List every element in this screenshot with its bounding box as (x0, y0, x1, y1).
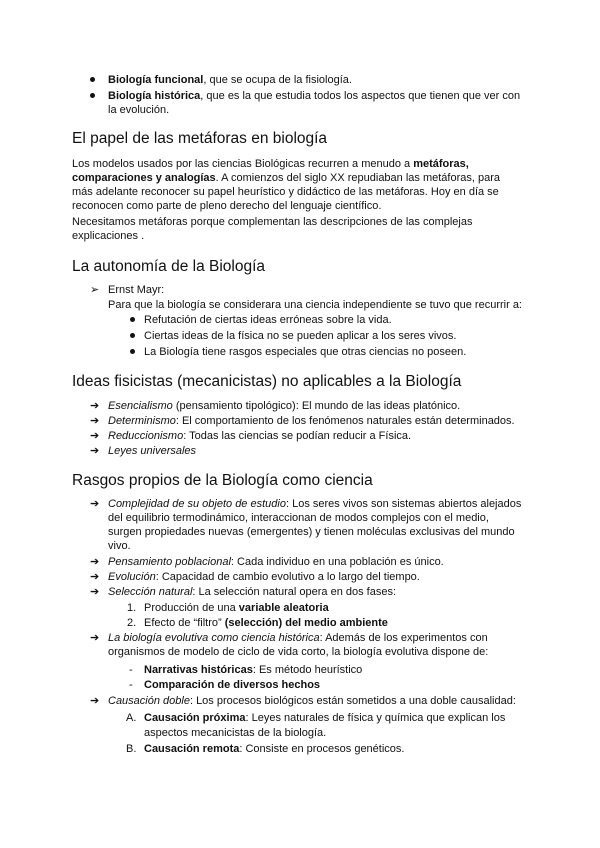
list-item: Ciertas ideas de la física no se pueden aplicar a los seres vivos. (144, 330, 457, 342)
arrow-right-icon: ➔ (90, 695, 100, 707)
heading-autonomia: La autonomía de la Biología (72, 258, 266, 275)
bullet-dot (130, 317, 135, 322)
arrow-right-icon: ➔ (90, 430, 100, 442)
paragraph-line: Necesitamos metáforas porque complementan las descripciones de las complejas (72, 216, 473, 228)
arrow-right-icon: ➔ (90, 400, 100, 412)
list-item-complejidad: Complejidad de su objeto de estudio: Los seres vivos son sistemas abiertos alejados (108, 498, 522, 510)
list-item-narrativas: Narrativas históricas: Es método heurístico (144, 664, 363, 676)
paragraph-line: aspectos mecanicistas de la biología. (144, 727, 327, 739)
arrow-right-icon: ➔ (90, 498, 100, 510)
list-item-causacion: Causación doble: Los procesos biológicos están sometidos a una doble causalidad: (108, 695, 516, 707)
list-item-reduccionismo: Reduccionismo: Todas las ciencias se podían reducir a Física. (108, 430, 412, 442)
paragraph-line: más adelante reconocer su papel heurístico y didáctico de las metáforas. Hoy en día se (72, 186, 499, 198)
author-name: Ernst Mayr: (108, 284, 165, 296)
list-item-leyes: Leyes universales (108, 445, 197, 457)
arrow-right-icon: ➔ (90, 445, 100, 457)
paragraph-line: Los modelos usados por las ciencias Biológicas recurren a menudo a metáforas, (72, 158, 469, 170)
list-item-fase: Producción de una variable aleatoria (144, 602, 329, 614)
arrow-right-icon: ➔ (90, 632, 100, 644)
paragraph-line: del equilibrio termodinámico, interaccionan de modos complejos con el medio, (108, 512, 489, 524)
list-number: 2. (127, 617, 137, 629)
paragraph-line: vivo. (108, 540, 131, 552)
list-item-seleccion: Selección natural: La selección natural opera en dos fases: (108, 586, 397, 598)
autonomia-intro: Para que la biología se considerara una ciencia independiente se tuvo que recurrir a: (108, 299, 522, 311)
term: Biología histórica (108, 90, 201, 102)
list-letter: B. (126, 743, 137, 755)
arrow-right-icon: ➔ (90, 571, 100, 583)
term: Biología funcional (108, 74, 204, 86)
list-letter: A. (126, 712, 137, 724)
list-item-biologia-funcional: Biología funcional, que se ocupa de la fisiología. (108, 74, 352, 86)
arrow-right-icon: ➔ (90, 415, 100, 427)
list-item-continuation: la evolución. (108, 104, 170, 116)
list-item-comparacion: Comparación de diversos hechos (144, 679, 321, 691)
bullet-dot (130, 349, 135, 354)
list-item-esencialismo: Esencialismo (pensamiento tipológico): El mundo de las ideas platónico. (108, 400, 461, 412)
dash-marker: - (129, 664, 133, 676)
heading-metaforas: El papel de las metáforas en biología (72, 130, 328, 147)
heading-rasgos: Rasgos propios de la Biología como ciencia (72, 472, 373, 489)
list-item-evolucion: Evolución: Capacidad de cambio evolutivo a lo largo del tiempo. (108, 571, 420, 583)
heading-fisicistas: Ideas fisicistas (mecanicistas) no aplicables a la Biología (72, 373, 462, 390)
paragraph-line: reconocen como parte de pleno derecho del lenguaje científico. (72, 200, 382, 212)
list-item-causa-remota: Causación remota: Consiste en procesos genéticos. (144, 743, 405, 755)
bullet-dot (130, 333, 135, 338)
paragraph-line: organismos de modelo de ciclo de vida corto, la biología evolutiva dispone de: (108, 646, 489, 658)
paragraph-line: surgen propiedades nuevas (emergentes) y tienen moléculas exclusivas del mundo (108, 526, 515, 538)
list-item-biologia-historica: Biología histórica, que es la que estudia todos los aspectos que tienen que ver con (108, 90, 521, 102)
list-item-biologia-evolutiva: La biología evolutiva como ciencia histórica: Además de los experimentos con (108, 632, 488, 644)
paragraph-line: comparaciones y analogías. A comienzos del siglo XX repudiaban las metáforas, para (72, 172, 501, 184)
list-item-pensamiento: Pensamiento poblacional: Cada individuo en una población es único. (108, 556, 444, 568)
arrow-right-icon: ➔ (90, 556, 100, 568)
list-item: Refutación de ciertas ideas erróneas sobre la vida. (144, 314, 392, 326)
list-item-fase: Efecto de “filtro” (selección) del medio ambiente (144, 617, 388, 629)
list-item-causa-proxima: Causación próxima: Leyes naturales de física y química que explican los (144, 712, 506, 724)
bullet-dot (90, 93, 95, 98)
list-number: 1. (127, 602, 137, 614)
dash-marker: - (129, 679, 133, 691)
list-item: La Biología tiene rasgos especiales que otras ciencias no poseen. (144, 346, 467, 358)
list-item-determinismo: Determinismo: El comportamiento de los fenómenos naturales están determinados. (108, 415, 515, 427)
paragraph-line: explicaciones . (72, 230, 145, 242)
arrow-bullet-icon: ➢ (90, 284, 100, 296)
bullet-dot (90, 77, 95, 82)
arrow-right-icon: ➔ (90, 586, 100, 598)
